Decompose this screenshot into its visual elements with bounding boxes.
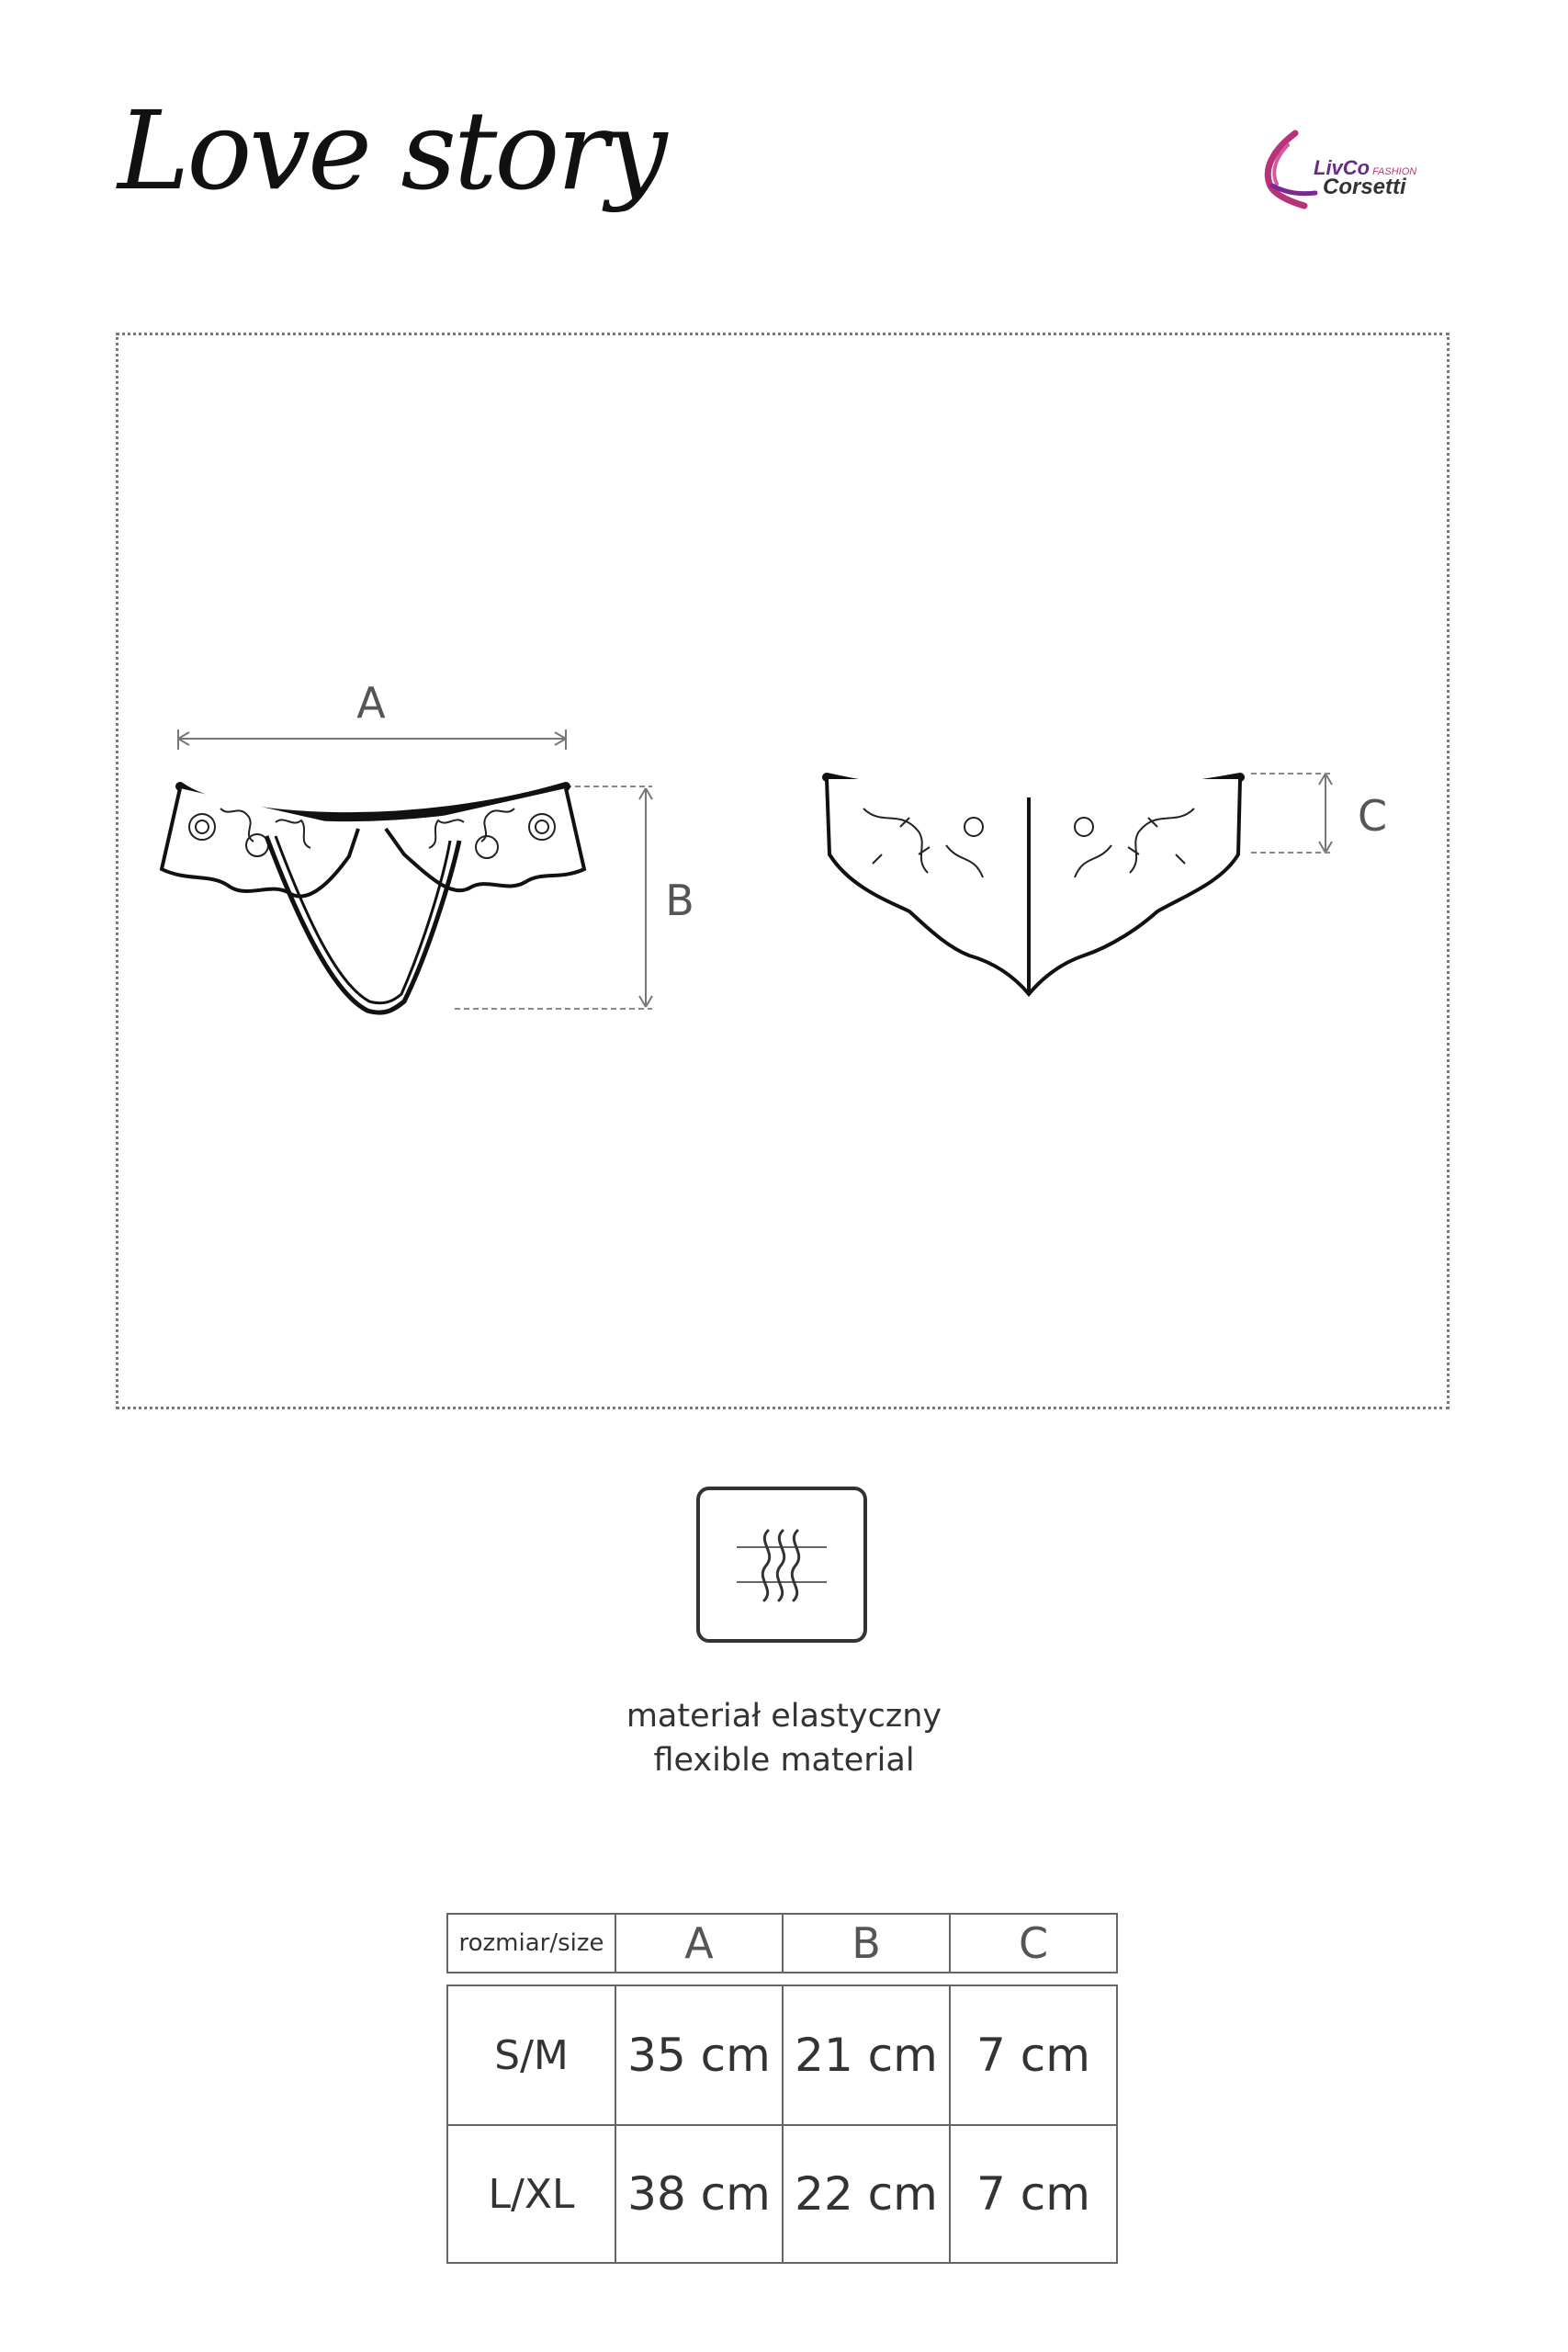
size-table	[446, 1913, 1118, 2264]
row-c: 7 cm	[976, 2167, 1090, 2221]
row-b: 22 cm	[784, 2126, 951, 2262]
label-a: A	[356, 678, 386, 728]
row-c: 7 cm	[976, 2029, 1090, 2082]
feature-caption-pl: materiał elastyczny	[626, 1698, 942, 1735]
row-b: 21 cm	[784, 1986, 951, 2124]
back-view-drawing	[827, 774, 1387, 994]
stretch-waves-icon	[700, 1490, 863, 1639]
size-table-header	[446, 1913, 1118, 1973]
row-a: 38 cm	[616, 2126, 784, 2262]
header-size: rozmiar/size	[448, 1915, 616, 1972]
label-c: C	[1357, 791, 1388, 841]
row-size: S/M	[448, 1986, 616, 2124]
collection-title: Love story	[118, 87, 665, 214]
header-a: A	[616, 1915, 784, 1972]
label-b: B	[665, 876, 694, 925]
garment-diagram	[0, 0, 1568, 1102]
header-c: C	[1018, 1918, 1049, 1968]
table-row	[448, 1986, 1116, 2124]
table-row	[448, 2124, 1116, 2262]
feature-caption-en: flexible material	[653, 1742, 915, 1779]
flexible-material-badge	[696, 1487, 867, 1643]
header-b: B	[784, 1915, 951, 1972]
row-a: 35 cm	[616, 1986, 784, 2124]
brand-name-top: LivCo	[1314, 156, 1371, 179]
brand-name-bottom: Corsetti	[1323, 175, 1406, 199]
front-view-drawing	[162, 678, 694, 1012]
brand-fashion-tag: FASHION	[1372, 166, 1417, 177]
row-size: L/XL	[448, 2126, 616, 2262]
